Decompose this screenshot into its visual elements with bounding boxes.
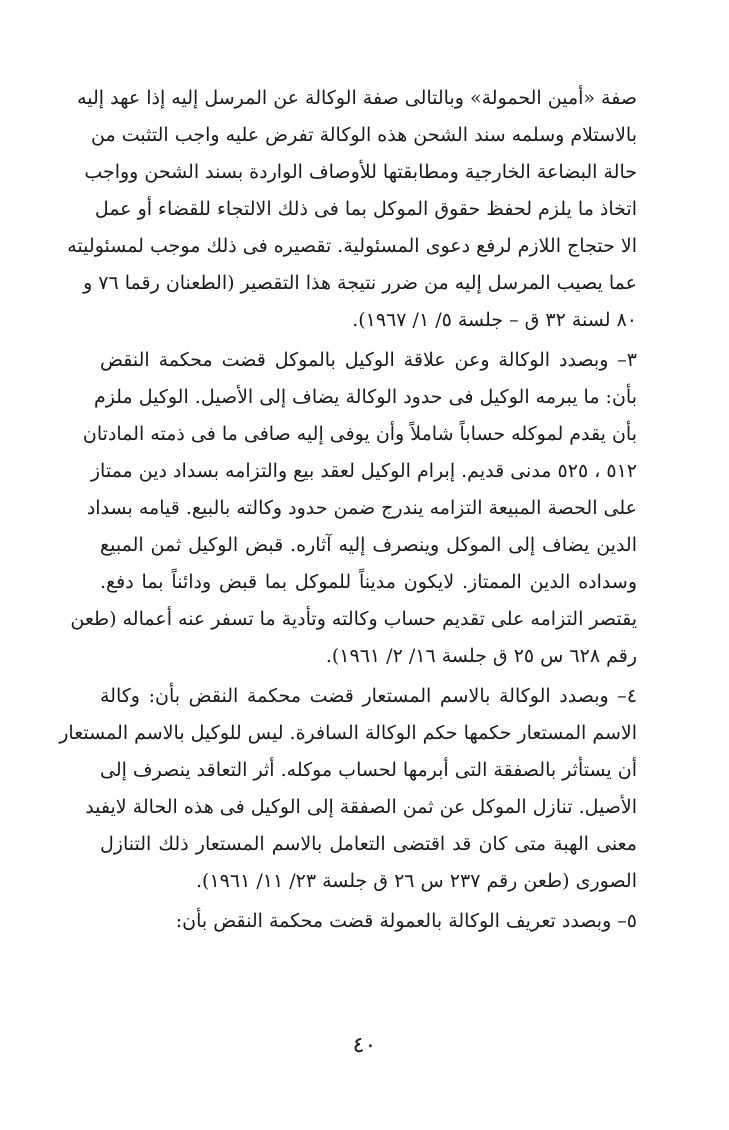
text-line: رقم ٦٢٨ س ٢٥ ق جلسة ١٦/ ٢/ ١٩٦١). [325,645,637,667]
paragraph-carrier-agency [67,80,637,339]
paragraph-commission-agency [100,903,637,940]
text-line: ٤– وبصدد الوكالة بالاسم المستعار قضت محكمة النقض بأن: وكالة [100,685,637,707]
page-number: ٤٠ [352,1033,377,1058]
text-line: ٨٠ لسنة ٣٢ ق – جلسة ٥/ ١/ ١٩٦٧). [352,309,637,331]
text-line: وسداده الدين الممتاز. لايكون مديناً للموكل بما قبض ودائناً بما دفع. [100,571,637,593]
text-line: اتخاذ ما يلزم لحفظ حقوق الموكل بما فى ذلك الالتجاء للقضاء أو عمل [94,198,637,220]
text-line: بأن: ما يبرمه الوكيل فى حدود الوكالة يضاف إلى الأصيل. الوكيل ملزم [93,386,637,408]
text-line: معنى الهبة متى كان قد اقتضى التعامل بالاسم المستعار ذلك التنازل [100,833,637,855]
text-line: بأن يقدم لموكله حساباً شاملاً وأن يوفى إليه صافى ما فى ذمته المادتان [82,423,637,445]
text-line: ٥١٢ ، ٥٢٥ مدنى قديم. إبرام الوكيل لعقد بيع والتزامه بسداد دين ممتاز [90,460,637,482]
paragraph-borrowed-name-agency [59,678,637,900]
text-line: حالة البضاعة الخارجية ومطابقتها للأوصاف الواردة بسند الشحن وواجب [84,161,637,183]
text-line: على الحصة المبيعة التزامه يندرج ضمن حدود وكالته بالبيع. قيامه بسداد [86,497,637,519]
text-line: ٥– وبصدد تعريف الوكالة بالعمولة قضت محكمة النقض بأن: [175,910,637,932]
text-line: بالاستلام وسلمه سند الشحن هذه الوكالة تفرض عليه واجب التثبت من [91,124,637,146]
text-line: ٣– وبصدد الوكالة وعن علاقة الوكيل بالموكل قضت محكمة النقض [100,349,637,371]
text-line: الدين يضاف إلى الموكل وينصرف إليه آثاره. قبض الوكيل ثمن المبيع [100,534,637,556]
text-line: أن يستأثر بالصفقة التى أبرمها لحساب موكله. أثر التعاقد ينصرف إلى [99,759,637,781]
text-line: الأصيل. تنازل الموكل عن ثمن الصفقة إلى الوكيل فى هذه الحالة لايفيد [85,796,637,818]
text-line: الصورى (طعن رقم ٢٣٧ س ٢٦ ق جلسة ٢٣/ ١١/ ١٩٦١). [196,870,637,892]
text-line: الا حتجاج اللازم لرفع دعوى المسئولية. تقصيره فى ذلك موجب لمسئوليته [67,235,637,257]
text-line: الاسم المستعار حكمها حكم الوكالة السافرة. ليس للوكيل بالاسم المستعار [59,722,637,744]
text-line: صفة «أمين الحمولة» وبالتالى صفة الوكالة عن المرسل إليه إذا عهد إليه [77,87,637,109]
paragraph-agent-principal-relation [70,342,637,675]
text-line: عما يصيب المرسل إليه من ضرر نتيجة هذا التقصير (الطعنان رقما ٧٦ و [83,272,637,294]
text-line: يقتصر التزامه على تقديم حساب وكالته وتأدية ما تسفر عنه أعماله (طعن [70,608,637,630]
